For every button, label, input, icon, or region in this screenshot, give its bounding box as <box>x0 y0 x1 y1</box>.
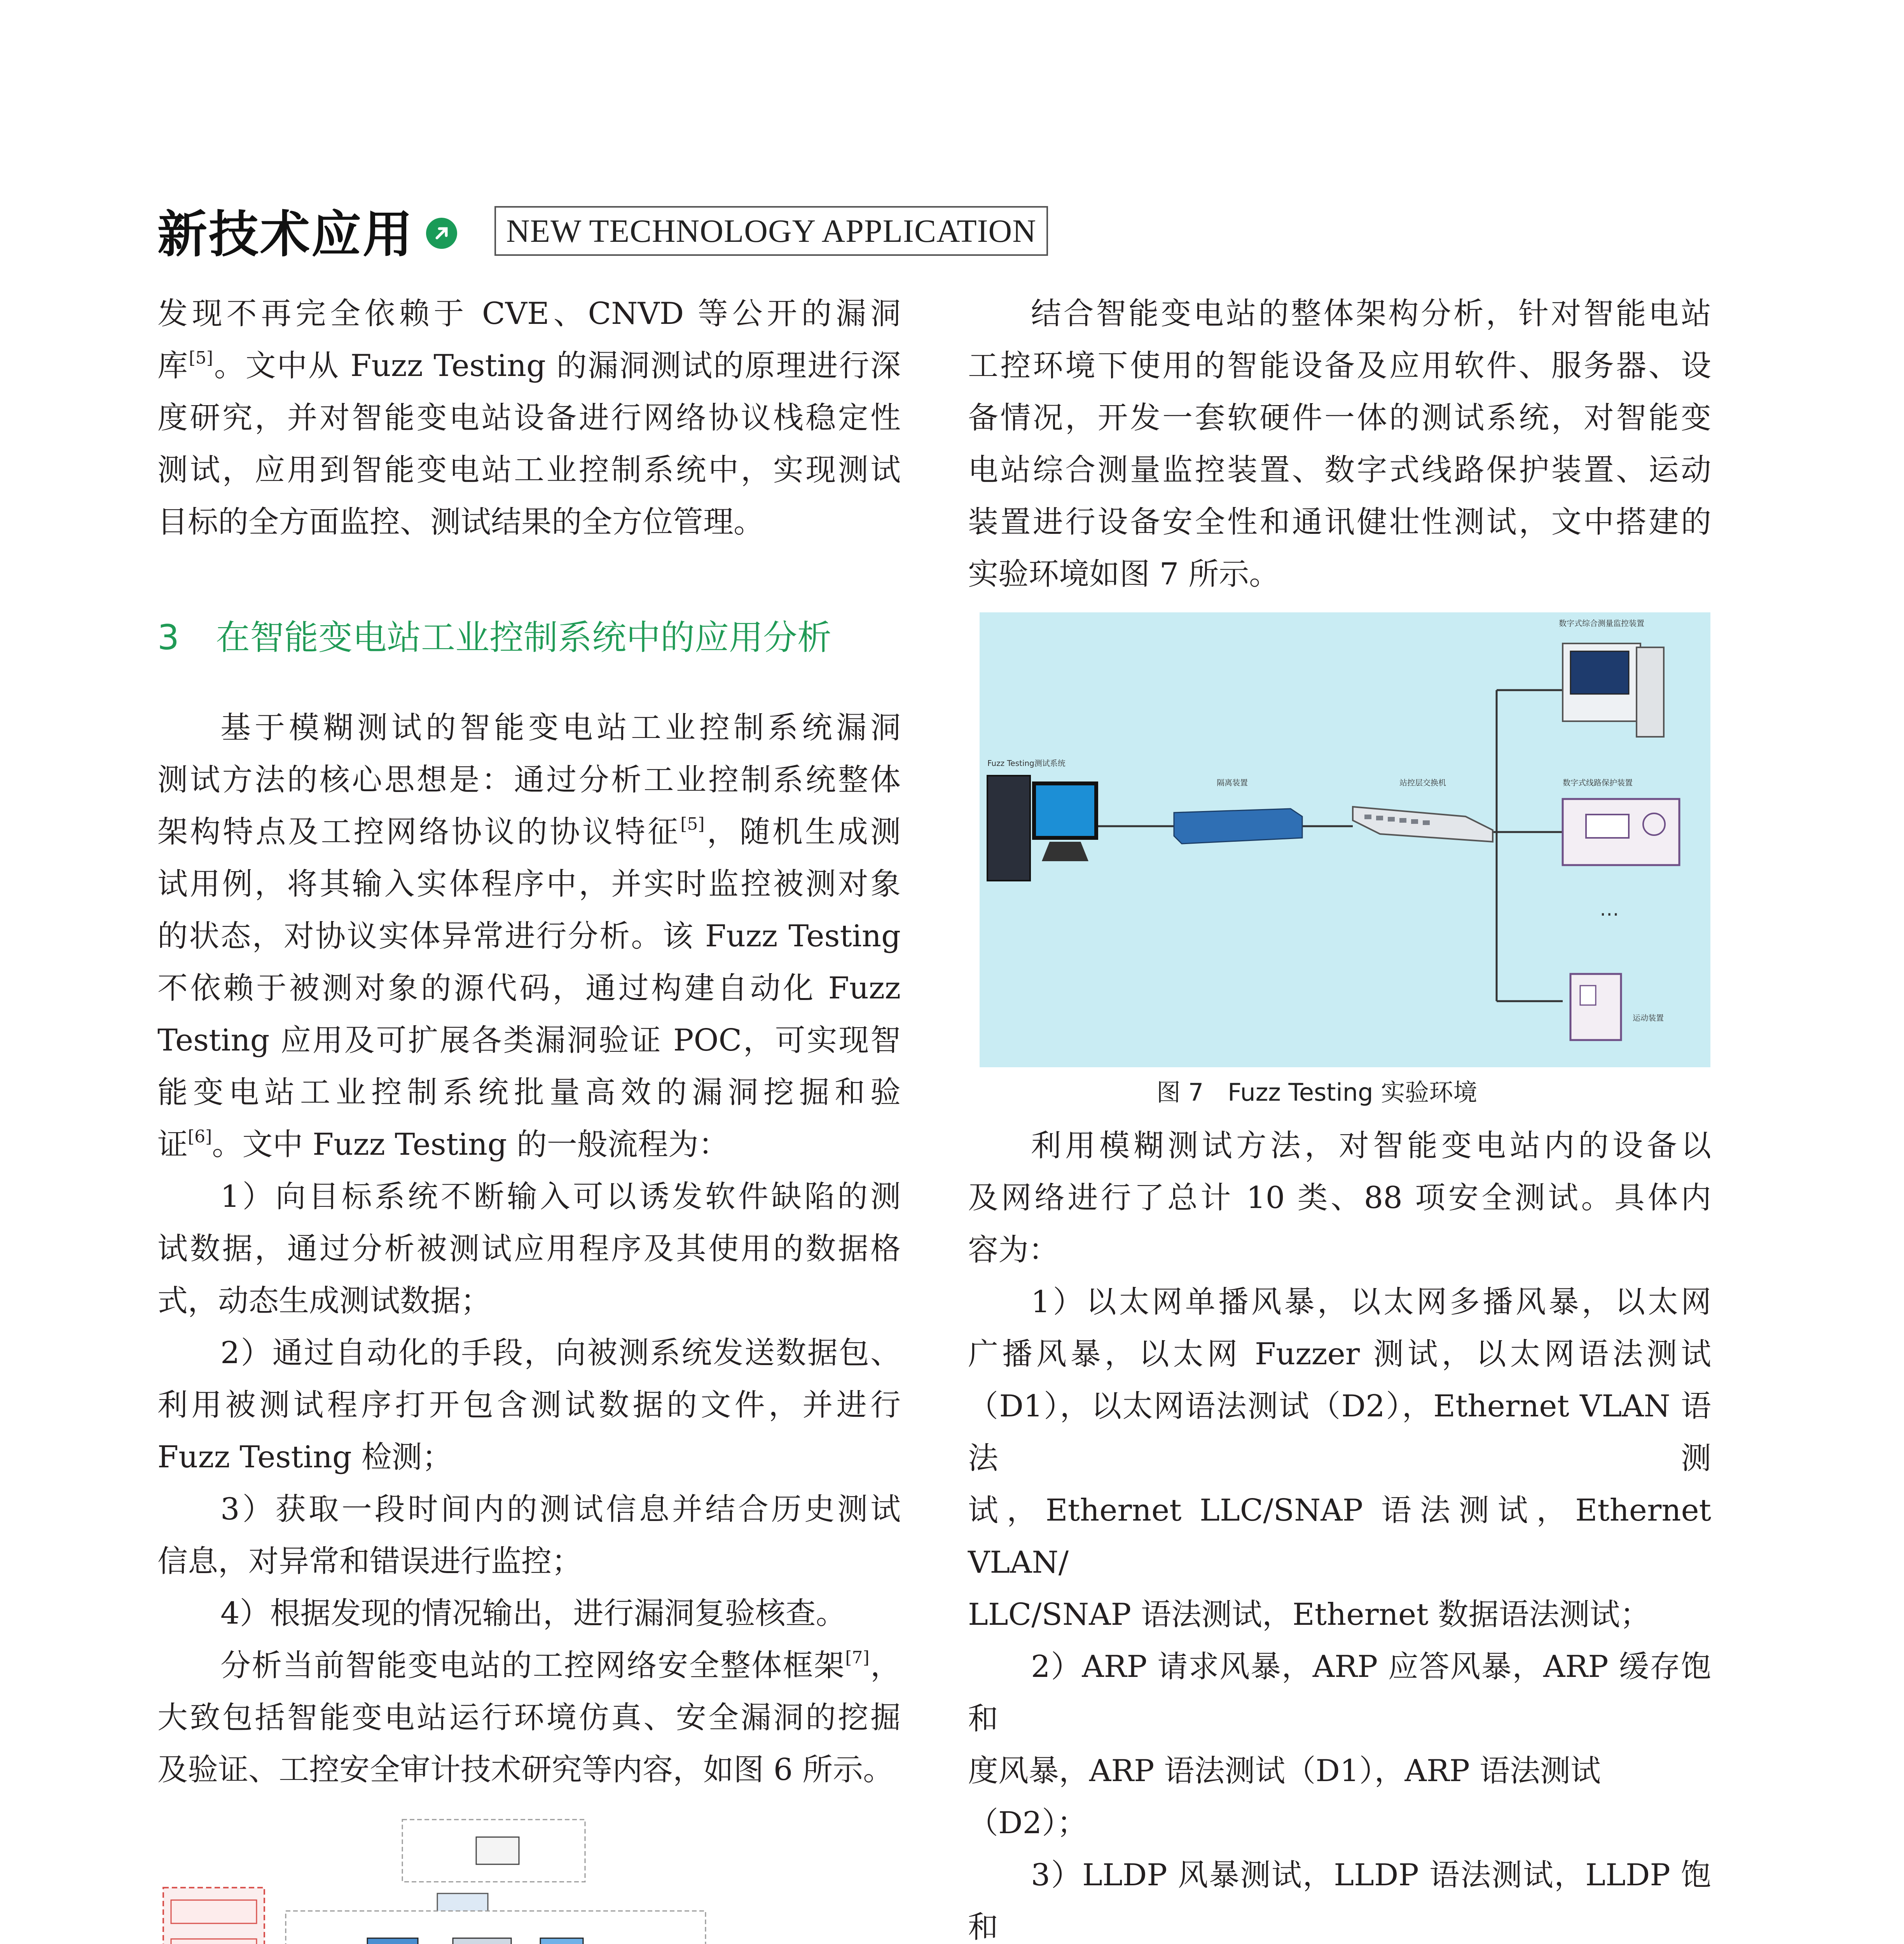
label-isolator: 隔离装置 <box>1217 778 1248 787</box>
section-title: 在智能变电站工业控制系统中的应用分析 <box>216 617 832 657</box>
text-line: 分析当前智能变电站的工控网络安全整体框架[7]， <box>220 1648 901 1683</box>
citation-marker: [5] <box>680 814 705 834</box>
text-line: 大致包括智能变电站运行环境仿真、安全漏洞的挖掘 <box>157 1700 901 1735</box>
analyzer-icon <box>453 1938 511 1944</box>
figure-7-environment-diagram <box>980 612 1710 1067</box>
text-line: 信息，对异常和错误进行监控； <box>157 1544 582 1579</box>
remote-terminal-icon <box>540 1938 583 1944</box>
text-line: 式，动态生成测试数据； <box>157 1283 491 1318</box>
text-line: 实验环境如图 7 所示。 <box>968 557 1280 592</box>
text-line: 装置进行设备安全性和通讯健壮性测试，文中搭建的 <box>968 505 1711 540</box>
text-line: 4）根据发现的情况输出，进行漏洞复验核查。 <box>220 1596 846 1631</box>
text-line: 3）LLDP 风暴测试，LLDP 语法测试，LLDP 饱和 <box>968 1858 1711 1944</box>
text-line: 的状态，对协议实体异常进行分析。该 Fuzz Testing <box>157 919 901 954</box>
text-line: 能变电站工业控制系统批量高效的漏洞挖掘和验 <box>157 1075 901 1110</box>
text-line: 工控环境下使用的智能设备及应用软件、服务器、设 <box>968 348 1711 383</box>
text-line: 发现不再完全依赖于 CVE、CNVD 等公开的漏洞 <box>157 296 901 331</box>
citation-marker: [5] <box>189 348 213 368</box>
text-line: 容为： <box>968 1232 1059 1267</box>
text-line: 架构特点及工控网络协议的协议特征[5]，随机生成测 <box>157 814 901 850</box>
text-line: 不依赖于被测对象的源代码，通过构建自动化 Fuzz <box>157 971 901 1006</box>
left-body-text <box>157 702 901 1796</box>
text-line: （D1），以太网语法测试（D2），Ethernet VLAN 语法测 <box>968 1389 1711 1476</box>
figure-6-framework-diagram <box>157 1810 901 1944</box>
label-ellipsis: … <box>1600 898 1619 920</box>
tester-pc-monitor <box>1034 783 1096 838</box>
isolator-device <box>1174 809 1302 844</box>
column-title-en: NEW TECHNOLOGY APPLICATION <box>494 206 1048 256</box>
left-intro-paragraph <box>157 288 901 548</box>
text-line: 广播风暴，以太网 Fuzzer 测试，以太网语法测试 <box>968 1337 1711 1372</box>
figure-7-caption: 图 7 Fuzz Testing 实验环境 <box>1156 1078 1478 1107</box>
text-line: Fuzz Testing 检测； <box>157 1440 452 1475</box>
label-switch: 站控层交换机 <box>1399 778 1446 787</box>
label-telecontrol: 运动装置 <box>1633 1013 1664 1023</box>
text-line: 利用被测试程序打开包含测试数据的文件，并进行 <box>157 1388 901 1423</box>
text-line: 度研究，并对智能变电站设备进行网络协议栈稳定性 <box>157 400 901 435</box>
right-body-text <box>968 1120 1711 1944</box>
text-line: 1）向目标系统不断输入可以诱发软件缺陷的测 <box>220 1179 901 1214</box>
column-title-cn: 新技术应用 <box>157 206 414 264</box>
text-line <box>157 340 901 392</box>
text-line: 试用例，将其输入实体程序中，并实时监控被测对象 <box>157 867 901 902</box>
master-station-box <box>476 1837 519 1864</box>
workstation-icon <box>367 1938 418 1944</box>
text-line: 2）ARP 请求风暴，ARP 应答风暴，ARP 缓存饱和 <box>968 1649 1711 1736</box>
text-line: 2）通过自动化的手段，向被测系统发送数据包、 <box>220 1336 901 1371</box>
tester-pc-tower <box>987 776 1030 881</box>
section-heading <box>157 610 831 659</box>
text-line: 及网络进行了总计 10 类、88 项安全测试。具体内 <box>968 1180 1711 1215</box>
text-line: 及验证、工控安全审计技术研究等内容，如图 6 所示。 <box>157 1752 894 1787</box>
text-line: 测试方法的核心思想是：通过分析工业控制系统整体 <box>157 762 901 797</box>
text-line: 1）以太网单播风暴，以太网多播风暴，以太网 <box>1031 1285 1711 1320</box>
label-monitor: 数字式综合测量监控装置 <box>1559 619 1644 628</box>
citation-line: 库[5]。文中从 Fuzz Testing 的漏洞测试的原理进行深 <box>157 348 901 383</box>
text-line: 目标的全方面监控、测试结果的全方位管理。 <box>157 505 764 540</box>
section-number: 3 <box>157 617 179 657</box>
text-line: 备情况，开发一套软硬件一体的测试系统，对智能变 <box>968 400 1711 435</box>
text-line: LLC/SNAP 语法测试，Ethernet 数据语法测试； <box>968 1597 1651 1632</box>
text-line: 结合智能变电站的整体架构分析，针对智能电站 <box>1031 296 1711 331</box>
citation-marker: [7] <box>845 1648 870 1668</box>
arrow-circle-icon <box>426 218 457 249</box>
citation-marker: [6] <box>188 1127 212 1147</box>
text-line: 基于模糊测试的智能变电站工业控制系统漏洞 <box>220 710 901 745</box>
label-protection: 数字式线路保护装置 <box>1563 778 1633 787</box>
text-line: 测试，应用到智能变电站工业控制系统中，实现测试 <box>157 453 901 488</box>
telecontrol-device <box>1570 974 1621 1040</box>
text-line: 度风暴，ARP 语法测试（D1），ARP 语法测试（D2）； <box>968 1753 1601 1841</box>
label-tester: Fuzz Testing测试系统 <box>987 759 1066 768</box>
text-line: 利用模糊测试方法，对智能变电站内的设备以 <box>1031 1128 1711 1163</box>
text-line: 试数据，通过分析被测试应用程序及其使用的数据格 <box>157 1231 901 1266</box>
right-intro-paragraph <box>968 288 1711 600</box>
text-line: 证[6]。文中 Fuzz Testing 的一般流程为： <box>157 1127 729 1162</box>
text-line: 试，Ethernet LLC/SNAP 语法测试，Ethernet VLAN/ <box>968 1493 1711 1580</box>
text-line: 3）获取一段时间内的测试信息并结合历史测试 <box>220 1492 901 1527</box>
text-line: Testing 应用及可扩展各类漏洞验证 POC，可实现智 <box>157 1023 901 1058</box>
text-line: 电站综合测量监控装置、数字式线路保护装置、运动 <box>968 453 1711 488</box>
